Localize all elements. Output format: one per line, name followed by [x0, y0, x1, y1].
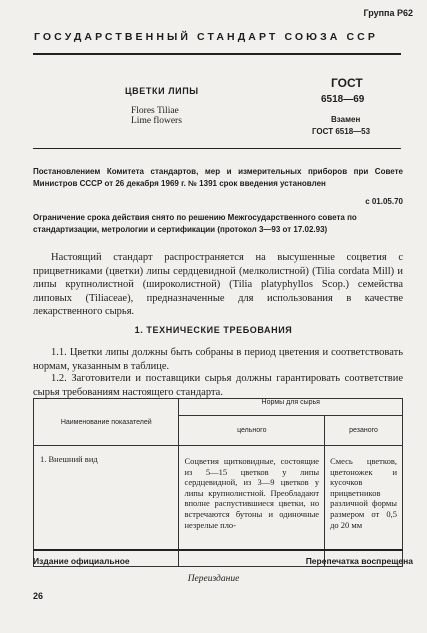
row-indicator: 1. Внешний вид	[34, 446, 179, 567]
requirements-table	[33, 398, 403, 567]
row-whole-norm: Соцветия щитковидные, состоящие из 5—15 цветков у липы сердцевидной, из 3—9 цветков у липы крупнолистной. Преобладают вполне распустившиеся цветки, но встречаются бутоны и одиночные незрелые пло-	[179, 446, 325, 567]
paragraph-1-1: 1.1. Цветки липы должны быть собраны в период цветения и соответствовать нормам, указанным в таблице.	[33, 347, 403, 372]
gost-number: 6518—69	[321, 94, 365, 105]
english-name: Lime flowers	[131, 116, 182, 126]
gost-label: ГОСТ	[331, 76, 363, 90]
group-code: Группа Р62	[363, 8, 413, 18]
standard-heading: ГОСУДАРСТВЕННЫЙ СТАНДАРТ СОЮЗА ССР	[34, 31, 378, 43]
reprint-prohibited: Перепечатка воспрещена	[305, 556, 413, 566]
header-norms: Нормы для сырья	[179, 399, 403, 416]
middle-rule	[33, 148, 401, 149]
replaced-gost-number: ГОСТ 6518—53	[312, 127, 371, 136]
official-edition: Издание официальное	[33, 556, 130, 566]
header-cut: резаного	[325, 415, 403, 445]
top-rule	[33, 53, 401, 55]
bottom-rule	[33, 549, 403, 551]
effective-date: с 01.05.70	[365, 197, 403, 206]
intro-paragraph: Настоящий стандарт распространяется на высушенные соцветия с прицветниками (цветки) липы сердцевидной (мелколистной) (Tilia cordata Mill) и липы крупнолистной (широколистной) (Tilia platyphyllos Scop.) семейства липовых (Tiliaceae), предназначенные для использования в качестве лекарственного сырья.	[33, 252, 403, 317]
reissue-label: Переиздание	[187, 574, 240, 584]
limit-removal-text: Ограничение срока действия снято по решению Межгосударственного совета по стандартизации, метрологии и сертификации (протокол 3—93 от 17.02.93)	[33, 213, 357, 234]
page-number: 26	[33, 591, 44, 601]
paragraph-1-2: 1.2. Заготовители и поставщики сырья должны гарантировать соответствие сырья требованиям настоящего стандарта.	[33, 373, 403, 398]
section-title: 1. ТЕХНИЧЕСКИЕ ТРЕБОВАНИЯ	[134, 325, 293, 335]
replaces-label: Взамен	[331, 115, 361, 124]
name-translations	[131, 106, 182, 126]
latin-name: Flores Tiliae	[131, 106, 179, 116]
header-whole: цельного	[179, 415, 325, 445]
row-cut-norm: Смесь цветков, цветоножек и кусочков прицветников различной формы размером от 0,5 до 20 мм	[325, 446, 403, 567]
header-indicator-name: Наименование показателей	[34, 399, 179, 446]
document-title: ЦВЕТКИ ЛИПЫ	[125, 86, 199, 96]
table-header-row	[34, 399, 403, 416]
decree-text: Постановлением Комитета стандартов, мер и измерительных приборов при Совете Министров СССР от 26 декабря 1969 г. № 1391 срок введения установлен	[33, 167, 403, 188]
